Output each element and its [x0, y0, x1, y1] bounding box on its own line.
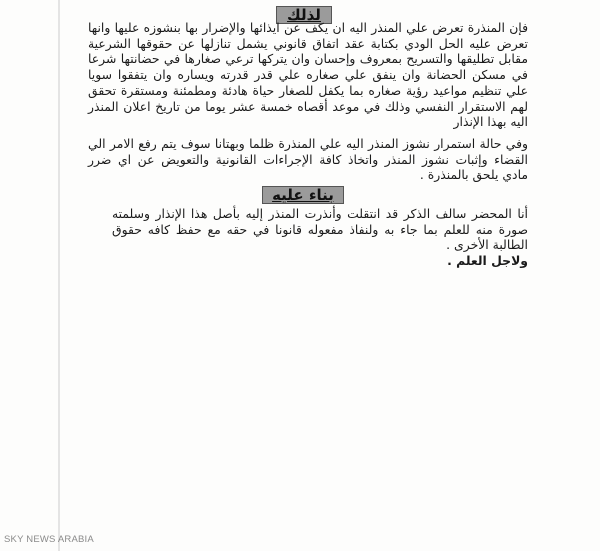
paragraph-bailiff-statement	[112, 206, 528, 269]
heading-therefore: لذلك	[276, 6, 332, 24]
watermark-logo-text: SKY NEWS ARABIA	[4, 534, 94, 545]
page-edge-shadow	[58, 0, 60, 551]
heading-accordingly: بناء عليه	[262, 186, 344, 204]
closing-line: ولاجل العلم .	[447, 253, 528, 269]
paragraph-demand: فإن المنذرة تعرض علي المنذر اليه ان يكف عن ايذائها والإضرار بها بنشوزه عليها وانها تعرض عليه الحل الودي بكتابة عقد اتفاق قانوني يشمل تنازلها عن حقوقها الشرعية مقابل تطليقها والتسريح بمعروف وإحسان وان يتركها ترعي صغارها في حضانتها شرعا في مسكن الحضانة وان ينفق علي صغاره علي قدر قدرته ويساره وان يتفقوا سويا علي تنظيم مواعيد رؤية صغاره بما يكفل للصغار حياة هادئة ومطمئنة ومستقرة تحقق لهم الاستقرار النفسي وذلك في موعد أقصاه خمسة عشر يوما من تاريخ اعلان المنذر اليه بهذا الإنذار	[88, 20, 528, 130]
bailiff-statement-text: أنا المحضر سالف الذكر قد انتقلت وأنذرت المنذر إليه بأصل هذا الإنذار وسلمته صورة منه للعلم بما جاء به ولنفاذ مفعوله قانونا في حقه مع حفظ كافه حقوق الطالبة الأخرى .	[112, 206, 528, 253]
paragraph-consequence: وفي حالة استمرار نشوز المنذر اليه علي المنذرة ظلما وبهتانا سوف يتم رفع الامر الي القضاء وإثبات نشوز المنذر واتخاذ كافة الإجراءات القانونية والتعويض عن اي ضرر مادي يلحق بالمنذرة .	[88, 136, 528, 183]
